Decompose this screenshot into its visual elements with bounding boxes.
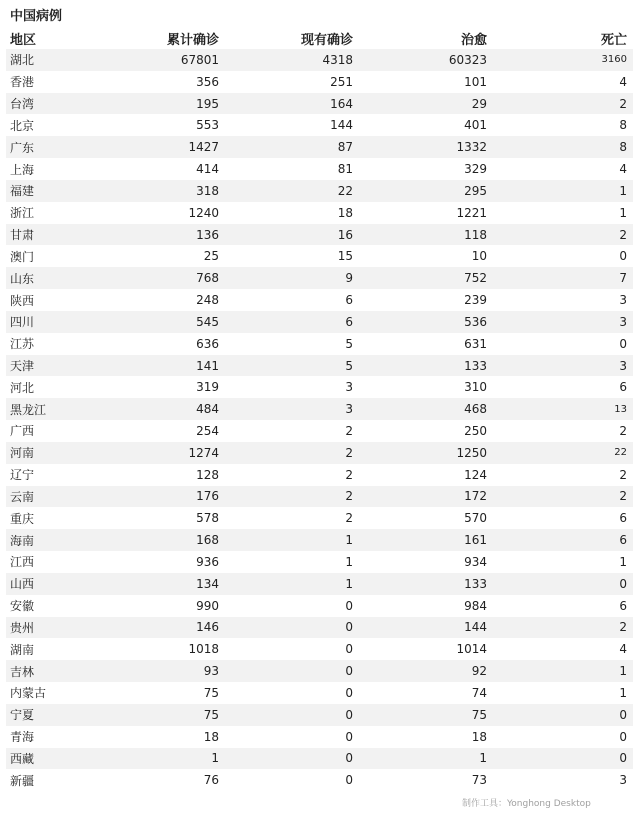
cell-current: 9 <box>345 271 353 286</box>
cell-deaths: 2 <box>619 96 627 111</box>
table-row[interactable] <box>6 573 633 595</box>
cell-current: 0 <box>345 598 353 613</box>
cell-region: 福建 <box>10 184 35 199</box>
cell-region: 贵州 <box>10 620 35 635</box>
table-row[interactable] <box>6 333 633 355</box>
cell-current: 2 <box>345 467 353 482</box>
cell-deaths: 22 <box>614 447 627 459</box>
table-row[interactable] <box>6 420 633 442</box>
cell-total: 67801 <box>180 52 219 67</box>
table-row[interactable] <box>6 376 633 398</box>
cell-current: 1 <box>345 576 353 591</box>
cell-total: 128 <box>196 467 219 482</box>
cell-cured: 329 <box>464 162 487 177</box>
cell-deaths: 6 <box>619 511 627 526</box>
cell-total: 93 <box>203 664 219 679</box>
cell-region: 广东 <box>10 140 35 155</box>
cell-current: 2 <box>345 423 353 438</box>
cell-deaths: 1 <box>619 183 627 198</box>
cell-cured: 752 <box>464 271 487 286</box>
cell-deaths: 3 <box>619 314 627 329</box>
cell-current: 2 <box>345 489 353 504</box>
cell-current: 87 <box>337 140 353 155</box>
cell-current: 1 <box>345 554 353 569</box>
table-row[interactable] <box>6 245 633 267</box>
cell-cured: 310 <box>464 380 487 395</box>
cell-region: 江苏 <box>10 337 35 352</box>
cell-deaths: 3 <box>619 358 627 373</box>
cell-total: 578 <box>196 511 219 526</box>
table-body <box>6 49 633 791</box>
cell-total: 545 <box>196 314 219 329</box>
cell-current: 3 <box>345 380 353 395</box>
table-row[interactable] <box>6 202 633 224</box>
cell-deaths: 6 <box>619 380 627 395</box>
cell-total: 75 <box>203 685 219 700</box>
cell-region: 广西 <box>10 424 35 439</box>
header-current[interactable]: 现有确诊 <box>300 33 353 48</box>
cell-deaths: 0 <box>619 707 627 722</box>
cell-deaths: 1 <box>619 554 627 569</box>
cell-cured: 1250 <box>456 445 487 460</box>
header-cured[interactable]: 治愈 <box>460 33 487 48</box>
cell-cured: 631 <box>464 336 487 351</box>
cell-total: 1 <box>211 751 219 766</box>
cell-cured: 124 <box>464 467 487 482</box>
cell-cured: 295 <box>464 183 487 198</box>
cell-deaths: 0 <box>619 576 627 591</box>
cell-region: 辽宁 <box>10 468 35 483</box>
cell-deaths: 1 <box>619 685 627 700</box>
cell-deaths: 2 <box>619 227 627 242</box>
table-row[interactable] <box>6 442 633 464</box>
cell-deaths: 6 <box>619 533 627 548</box>
cell-total: 553 <box>196 118 219 133</box>
cell-total: 176 <box>196 489 219 504</box>
table-row[interactable] <box>6 49 633 71</box>
cell-total: 1018 <box>188 642 219 657</box>
cell-cured: 934 <box>464 554 487 569</box>
cell-total: 18 <box>203 729 219 744</box>
cell-region: 四川 <box>10 315 35 330</box>
cell-cured: 29 <box>471 96 487 111</box>
cell-region: 江西 <box>10 555 35 570</box>
cell-current: 0 <box>345 773 353 788</box>
cell-deaths: 7 <box>619 271 627 286</box>
table-row[interactable] <box>6 660 633 682</box>
cell-current: 2 <box>345 445 353 460</box>
cell-current: 4318 <box>322 52 353 67</box>
cell-region: 湖南 <box>10 642 35 657</box>
cell-region: 黑龙江 <box>10 402 47 417</box>
cell-cured: 101 <box>464 74 487 89</box>
table-row[interactable] <box>6 551 633 573</box>
cell-cured: 133 <box>464 576 487 591</box>
cell-cured: 570 <box>464 511 487 526</box>
cell-total: 254 <box>196 423 219 438</box>
table-row[interactable] <box>6 136 633 158</box>
cell-cured: 1014 <box>456 642 487 657</box>
cell-total: 1274 <box>188 445 219 460</box>
table-row[interactable] <box>6 93 633 115</box>
table-row[interactable] <box>6 311 633 333</box>
cell-region: 香港 <box>10 75 35 90</box>
table-row[interactable] <box>6 595 633 617</box>
cell-cured: 172 <box>464 489 487 504</box>
cell-region: 北京 <box>10 118 35 133</box>
cell-region: 内蒙古 <box>10 686 47 701</box>
cell-cured: 133 <box>464 358 487 373</box>
cell-current: 5 <box>345 358 353 373</box>
cell-total: 1427 <box>188 140 219 155</box>
cell-current: 0 <box>345 729 353 744</box>
cell-current: 0 <box>345 685 353 700</box>
table-row[interactable] <box>6 114 633 136</box>
cell-cured: 1 <box>479 751 487 766</box>
cell-region: 安徽 <box>10 599 35 614</box>
table-row[interactable] <box>6 398 633 420</box>
cell-total: 484 <box>196 402 219 417</box>
cell-cured: 468 <box>464 402 487 417</box>
cell-region: 台湾 <box>10 97 35 112</box>
cell-current: 0 <box>345 642 353 657</box>
cell-cured: 536 <box>464 314 487 329</box>
cell-cured: 75 <box>471 707 487 722</box>
cell-deaths: 8 <box>619 118 627 133</box>
cell-region: 甘肃 <box>10 228 35 243</box>
cell-total: 356 <box>196 74 219 89</box>
cell-current: 6 <box>345 314 353 329</box>
table-row[interactable] <box>6 638 633 660</box>
cell-total: 195 <box>196 96 219 111</box>
cell-region: 澳门 <box>10 249 35 264</box>
cell-region: 青海 <box>10 730 35 745</box>
cell-cured: 73 <box>471 773 487 788</box>
cell-cured: 18 <box>471 729 487 744</box>
footer-credit: 制作工具：Yonghong Desktop <box>462 799 591 809</box>
cell-cured: 60323 <box>448 52 487 67</box>
table-row[interactable] <box>6 507 633 529</box>
cell-deaths: 2 <box>619 423 627 438</box>
cell-deaths: 3160 <box>601 54 627 66</box>
cell-total: 134 <box>196 576 219 591</box>
cell-region: 陕西 <box>10 293 35 308</box>
cell-total: 141 <box>196 358 219 373</box>
cell-deaths: 4 <box>619 642 627 657</box>
cell-region: 海南 <box>10 533 35 548</box>
cell-cured: 401 <box>464 118 487 133</box>
cell-region: 山西 <box>10 577 35 592</box>
cell-region: 西藏 <box>10 751 35 766</box>
cell-total: 1240 <box>188 205 219 220</box>
table-row[interactable] <box>6 355 633 377</box>
cell-current: 144 <box>330 118 353 133</box>
table-row[interactable] <box>6 748 633 770</box>
cell-cured: 144 <box>464 620 487 635</box>
cell-region: 吉林 <box>10 664 35 679</box>
cell-current: 3 <box>345 402 353 417</box>
cell-current: 0 <box>345 751 353 766</box>
cell-cured: 92 <box>471 664 487 679</box>
cell-deaths: 0 <box>619 249 627 264</box>
cell-current: 0 <box>345 664 353 679</box>
cell-region: 上海 <box>10 162 35 177</box>
header-total[interactable]: 累计确诊 <box>166 33 219 48</box>
cell-region: 重庆 <box>10 511 35 526</box>
cell-current: 15 <box>337 249 353 264</box>
cell-current: 0 <box>345 707 353 722</box>
cell-deaths: 1 <box>619 205 627 220</box>
cell-current: 22 <box>337 183 353 198</box>
table-row[interactable] <box>6 158 633 180</box>
table-row[interactable] <box>6 726 633 748</box>
cell-total: 319 <box>196 380 219 395</box>
cell-cured: 10 <box>471 249 487 264</box>
cell-deaths: 1 <box>619 664 627 679</box>
cell-deaths: 0 <box>619 751 627 766</box>
cell-total: 76 <box>203 773 219 788</box>
cell-region: 湖北 <box>10 53 35 68</box>
table-row[interactable] <box>6 682 633 704</box>
cell-deaths: 0 <box>619 336 627 351</box>
cell-deaths: 3 <box>619 293 627 308</box>
cell-total: 248 <box>196 293 219 308</box>
cell-total: 990 <box>196 598 219 613</box>
table-row[interactable] <box>6 267 633 289</box>
cell-deaths: 8 <box>619 140 627 155</box>
cases-table <box>6 28 633 791</box>
cell-current: 251 <box>330 74 353 89</box>
table-row[interactable] <box>6 617 633 639</box>
cell-total: 768 <box>196 271 219 286</box>
cell-deaths: 13 <box>614 403 627 415</box>
table-row[interactable] <box>6 224 633 246</box>
cell-current: 6 <box>345 293 353 308</box>
cell-deaths: 3 <box>619 773 627 788</box>
cell-current: 2 <box>345 511 353 526</box>
cell-region: 浙江 <box>10 206 35 221</box>
table-row[interactable] <box>6 486 633 508</box>
cell-current: 0 <box>345 620 353 635</box>
table-row[interactable] <box>6 289 633 311</box>
header-deaths[interactable]: 死亡 <box>600 33 627 48</box>
table-header <box>6 28 633 49</box>
cell-current: 5 <box>345 336 353 351</box>
cell-deaths: 4 <box>619 74 627 89</box>
cell-cured: 250 <box>464 423 487 438</box>
header-region[interactable]: 地区 <box>10 33 37 48</box>
table-row[interactable] <box>6 769 633 791</box>
cell-cured: 161 <box>464 533 487 548</box>
cell-deaths: 4 <box>619 162 627 177</box>
cell-cured: 118 <box>464 227 487 242</box>
cell-deaths: 6 <box>619 598 627 613</box>
cell-cured: 984 <box>464 598 487 613</box>
cell-deaths: 2 <box>619 489 627 504</box>
cell-deaths: 2 <box>619 467 627 482</box>
cell-current: 16 <box>337 227 353 242</box>
cell-total: 146 <box>196 620 219 635</box>
cell-current: 164 <box>330 96 353 111</box>
cell-region: 河南 <box>10 446 35 461</box>
table-row[interactable] <box>6 464 633 486</box>
table-title: 中国病例 <box>10 9 63 24</box>
cell-region: 云南 <box>10 489 35 504</box>
cell-cured: 74 <box>471 685 487 700</box>
cell-current: 1 <box>345 533 353 548</box>
table-row[interactable] <box>6 180 633 202</box>
cell-total: 75 <box>203 707 219 722</box>
cell-region: 新疆 <box>10 773 35 788</box>
cell-current: 81 <box>337 162 353 177</box>
cell-total: 25 <box>203 249 219 264</box>
cell-total: 636 <box>196 336 219 351</box>
cell-cured: 239 <box>464 293 487 308</box>
cell-region: 天津 <box>10 359 35 373</box>
cell-deaths: 2 <box>619 620 627 635</box>
table-row[interactable] <box>6 704 633 726</box>
cell-region: 河北 <box>10 380 35 395</box>
cell-total: 936 <box>196 554 219 569</box>
cell-total: 136 <box>196 227 219 242</box>
cell-current: 18 <box>337 205 353 220</box>
cell-total: 318 <box>196 183 219 198</box>
table-row[interactable] <box>6 71 633 93</box>
cell-total: 168 <box>196 533 219 548</box>
cell-region: 宁夏 <box>10 708 35 723</box>
cell-deaths: 0 <box>619 729 627 744</box>
cell-region: 山东 <box>10 271 35 286</box>
table-row[interactable] <box>6 529 633 551</box>
cell-cured: 1221 <box>456 205 487 220</box>
cell-total: 414 <box>196 162 219 177</box>
cell-cured: 1332 <box>456 140 487 155</box>
